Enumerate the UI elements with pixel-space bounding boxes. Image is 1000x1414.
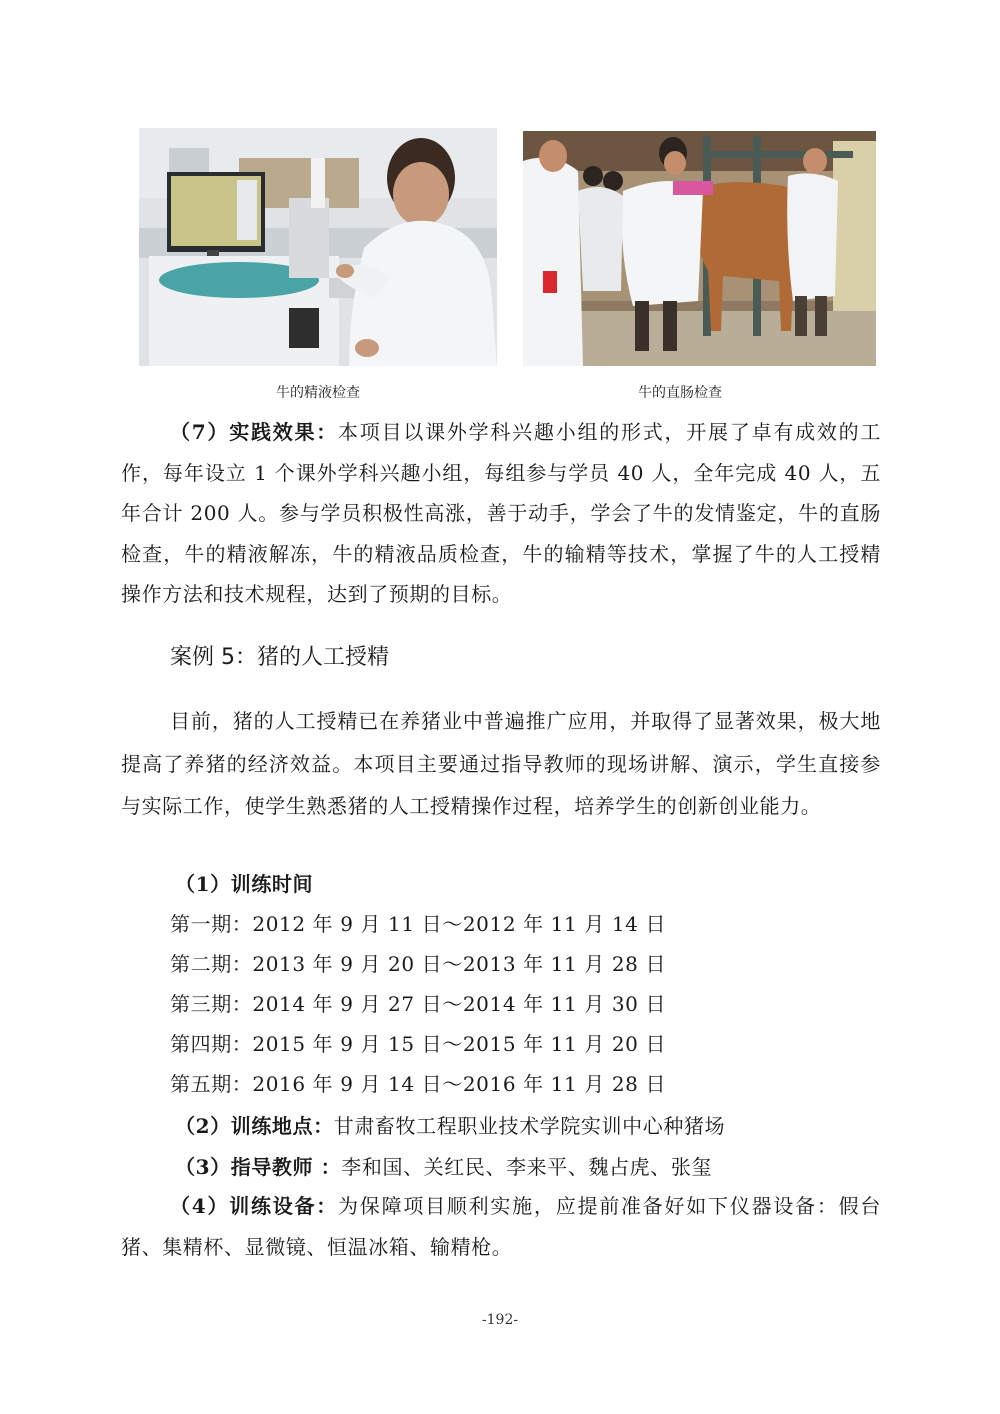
equipment-label: （4）训练设备：	[170, 1194, 339, 1218]
equipment-paragraph	[121, 1186, 881, 1267]
training-location	[175, 1110, 725, 1139]
photo-semen-examination	[139, 128, 497, 366]
training-period: 第一期：2012 年 9 月 11 日～2012 年 11 月 14 日	[170, 912, 667, 936]
practice-effect-label: （7）实践效果：	[170, 420, 339, 444]
training-location-label: （2）训练地点：	[175, 1114, 334, 1138]
photo-rectal-examination	[523, 131, 876, 366]
figure-caption-rectal: 牛的直肠检查	[638, 385, 722, 401]
training-period: 第二期：2013 年 9 月 20 日～2013 年 11 月 28 日	[170, 952, 667, 976]
instructors	[175, 1151, 712, 1180]
intro-paragraph: 目前，猪的人工授精已在养猪业中普遍推广应用，并取得了显著效果，极大地提高了养猪的经济效益。本项目主要通过指导教师的现场讲解、演示，学生直接参与实际工作，使学生熟悉猪的人工授精操作过程，培养学生的创新创业能力。	[121, 709, 881, 818]
equipment-text: 为保障项目顺利实施，应提前准备好如下仪器设备：假台猪、集精杯、显微镜、恒温冰箱、输精枪。	[121, 1194, 882, 1259]
training-period: 第四期：2015 年 9 月 15 日～2015 年 11 月 20 日	[170, 1032, 667, 1056]
training-period: 第三期：2014 年 9 月 27 日～2014 年 11 月 30 日	[170, 992, 667, 1016]
page-number: -192-	[481, 1312, 519, 1328]
training-location-text: 甘肃畜牧工程职业技术学院实训中心种猪场	[333, 1114, 726, 1138]
figure-caption-semen: 牛的精液检查	[276, 385, 360, 401]
practice-effect-paragraph	[121, 412, 881, 615]
training-time-label: （1）训练时间	[175, 872, 314, 896]
case-title: 案例 5：猪的人工授精	[170, 645, 389, 670]
instructors-label: （3）指导教师 ：	[175, 1155, 342, 1179]
instructors-text: 李和国、关红民、李来平、魏占虎、张玺	[341, 1155, 713, 1179]
practice-effect-text: 本项目以课外学科兴趣小组的形式，开展了卓有成效的工作，每年设立 1 个课外学科兴趣小组，每组参与学员 40 人，全年完成 40 人，五年合计 200 人。参与学员积极性高涨，善于动手，学会了牛的发情鉴定，牛的直肠检查，牛的精液解冻，牛的精液品质检查，牛的输精等技术，掌握了牛的人工授精操作方法和技术规程，达到了预期的目标。	[121, 420, 882, 606]
training-period: 第五期：2016 年 9 月 14 日～2016 年 11 月 28 日	[170, 1072, 667, 1096]
